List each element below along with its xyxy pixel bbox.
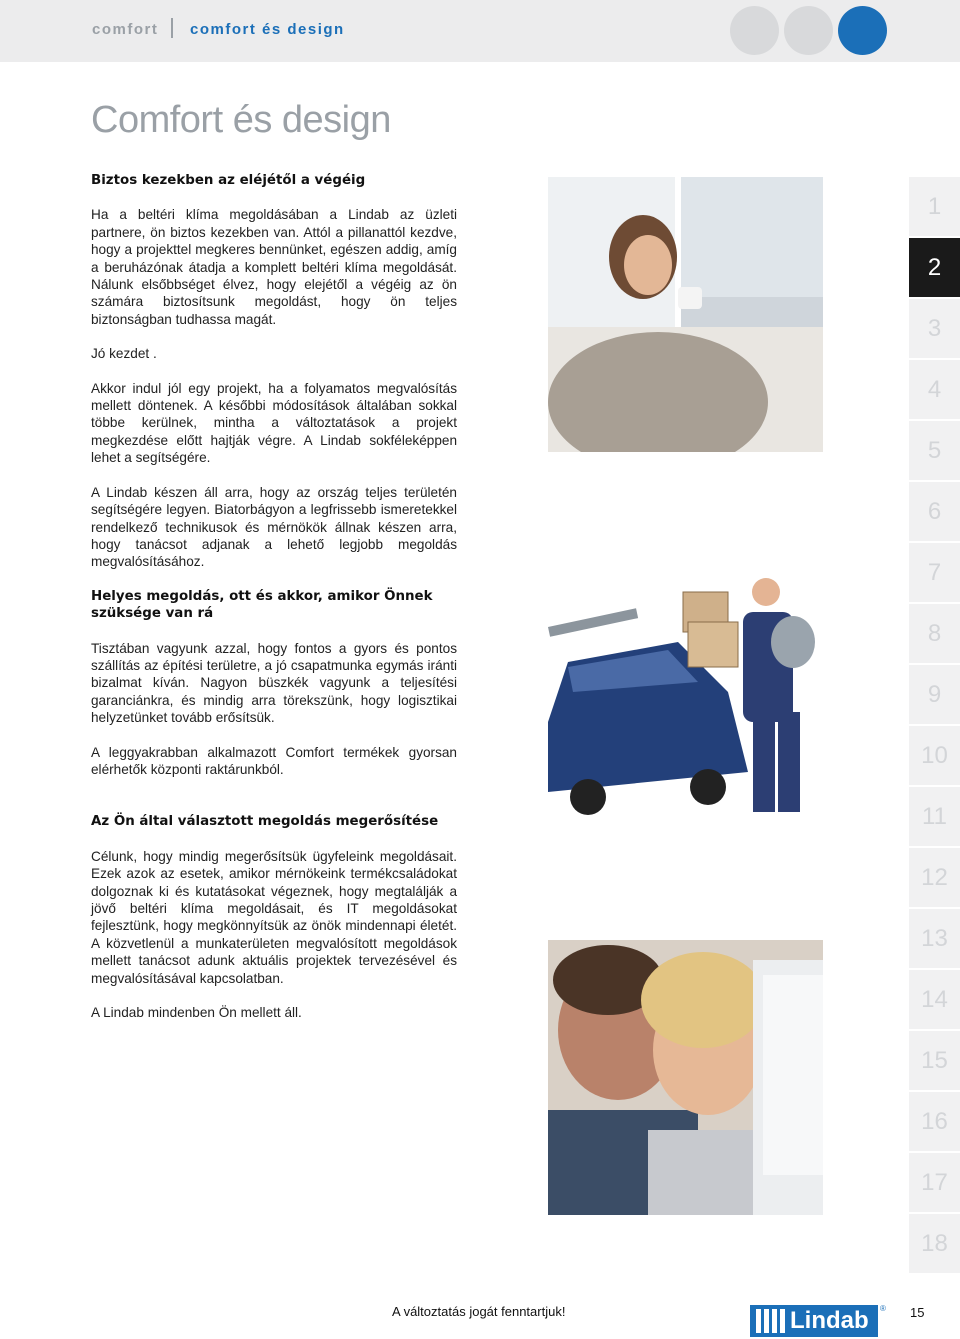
chapter-tab-15[interactable]: 15	[909, 1031, 960, 1090]
registered-mark: ®	[880, 1304, 886, 1313]
chapter-nav	[909, 177, 960, 1275]
paragraph: Tisztában vagyunk azzal, hogy fontos a gyors és pontos szállítás az építési területre, a jó csapatmunka egymás iránti bizalmat kíván. Nagyon büszkék vagyunk a teljesítési garanciánkra, és mindig arra törekszünk, hogy logisztikai helyzetünket tovább erősítsük.	[91, 640, 457, 726]
chapter-tab-7[interactable]: 7	[909, 543, 960, 602]
chapter-tab-14[interactable]: 14	[909, 970, 960, 1029]
breadcrumb-section[interactable]: comfort	[92, 21, 159, 38]
chapter-tab-18[interactable]: 18	[909, 1214, 960, 1273]
photo-woman-with-mug	[548, 177, 823, 452]
page-title: Comfort és design	[91, 99, 391, 142]
paragraph: Jó kezdet .	[91, 346, 157, 362]
article-body	[91, 172, 457, 1038]
section-heading: Az Ön által választott megoldás megerősítése	[91, 814, 439, 830]
breadcrumb-current[interactable]: comfort és design	[190, 21, 345, 38]
page-header	[0, 0, 960, 62]
chapter-tab-3[interactable]: 3	[909, 299, 960, 358]
chapter-tab-8[interactable]: 8	[909, 604, 960, 663]
circle-decoration-grey-2	[784, 6, 833, 55]
chapter-tab-1[interactable]: 1	[909, 177, 960, 236]
lindab-logo	[750, 1305, 878, 1337]
circle-decoration-blue	[838, 6, 887, 55]
paragraph: Akkor indul jól egy projekt, ha a folyamatos megvalósítás mellett döntenek. A későbbi módosítások általában sokkal többe kerülnek, mintha a változtatások a projekt megkezdése előtt hajtják végre. A Lindab sokféleképpen lehet a segítségére.	[91, 380, 457, 466]
chapter-tab-10[interactable]: 10	[909, 726, 960, 785]
photo-couple-at-monitor	[548, 940, 823, 1215]
chapter-tab-5[interactable]: 5	[909, 421, 960, 480]
breadcrumb-divider	[171, 18, 173, 38]
paragraph: A Lindab mindenben Ön mellett áll.	[91, 1005, 302, 1021]
chapter-tab-9[interactable]: 9	[909, 665, 960, 724]
paragraph: A Lindab készen áll arra, hogy az ország teljes területén segítségére legyen. Biatorbágyon a legfrissebb ismeretekkel rendelkező technikusok és mérnökök állnak készen arra, hogy tanácsot adjanak a lehető legjobb megoldás megvalósításához.	[91, 484, 457, 570]
page-number: 15	[910, 1305, 925, 1320]
chapter-tab-13[interactable]: 13	[909, 909, 960, 968]
chapter-tab-17[interactable]: 17	[909, 1153, 960, 1212]
chapter-tab-11[interactable]: 11	[909, 787, 960, 846]
photo-delivery-van	[548, 572, 823, 832]
chapter-tab-4[interactable]: 4	[909, 360, 960, 419]
chapter-tab-12[interactable]: 12	[909, 848, 960, 907]
chapter-tab-2[interactable]: 2	[909, 238, 960, 297]
paragraph: A leggyakrabban alkalmazott Comfort termékek gyorsan elérhetők központi raktárunkból.	[91, 744, 457, 777]
chapter-tab-6[interactable]: 6	[909, 482, 960, 541]
section-heading: Helyes megoldás, ott és akkor, amikor Önnek szüksége van rá	[91, 588, 433, 622]
circle-decoration-grey-1	[730, 6, 779, 55]
paragraph: Ha a beltéri klíma megoldásában a Lindab az üzleti partnere, ön biztos kezekben van. Attól a pillanattól kezdve, hogy a projekttel megkeres bennünket, egészen addig, amíg a beruházónak átadja a komplett beltéri klíma megoldását. Nálunk elsőbbséget élvez, hogy elejétől a végéig az ön számára biztosítsunk megoldást, hogy ön teljes biztonságban tudhassa magát.	[91, 207, 457, 327]
section-heading: Biztos kezekben az eléjétől a végéig	[91, 173, 366, 188]
chapter-tab-16[interactable]: 16	[909, 1092, 960, 1151]
paragraph: Célunk, hogy mindig megerősítsük ügyfeleink megoldásait. Ezek azok az esetek, amikor mérnökeink termékcsaládokat dolgoznak ki és kutatásokat végeznek, hogy megtalálják a jövő beltéri klíma megoldásait, és IT megoldásokat fejlesztünk, hogy megkönnyítsük az önök mindennapi életét. A közvetlenül a munkaterületen megvalósított megoldások mellett tanácsot adunk aktuális projektek tervezésével és megvalósításával kapcsolatban.	[91, 848, 457, 986]
logo-wordmark: Lindab	[790, 1307, 869, 1334]
footer-disclaimer: A változtatás jogát fenntartjuk!	[392, 1304, 566, 1319]
